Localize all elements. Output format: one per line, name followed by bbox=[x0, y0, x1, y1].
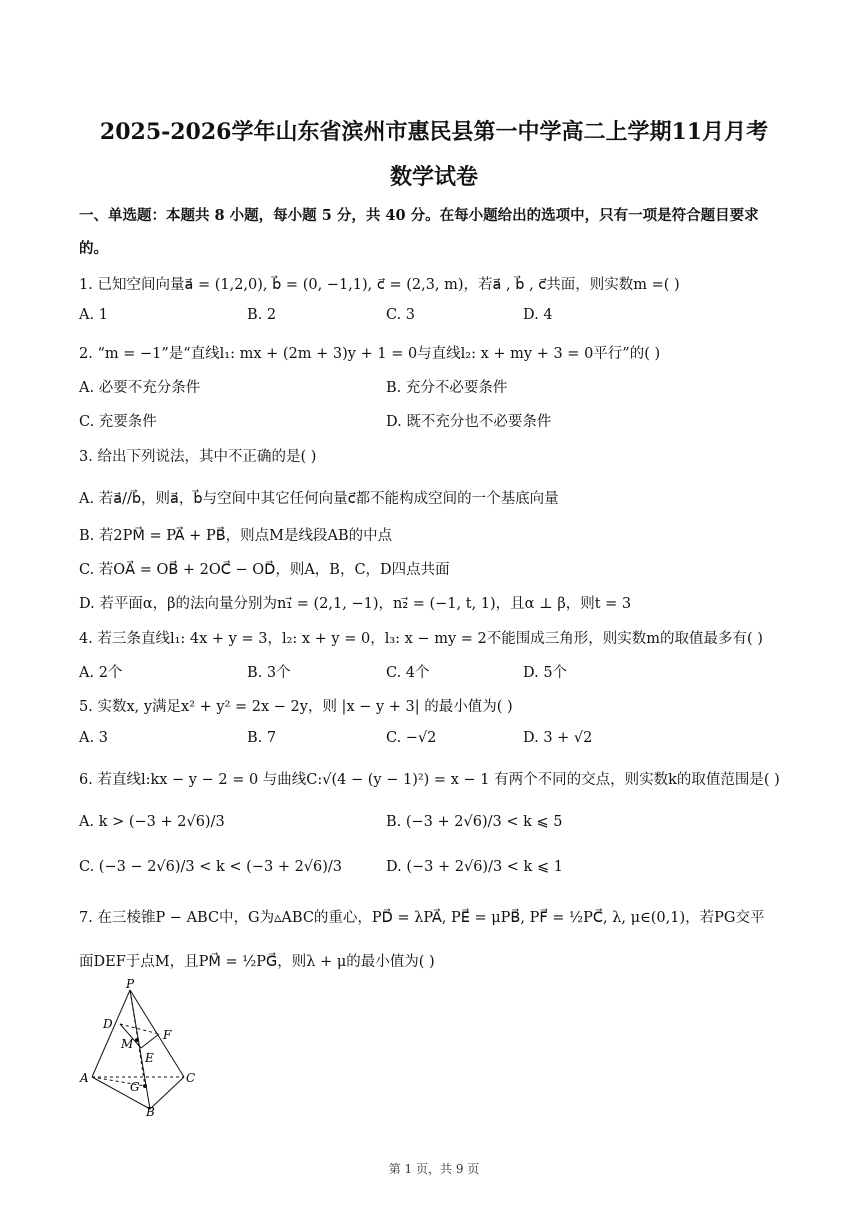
page-footer: 第 1 页，共 9 页 bbox=[388, 1162, 480, 1176]
label-g: G bbox=[130, 1080, 140, 1094]
section-header-cont: 的。 bbox=[79, 240, 108, 257]
question-1-stem: 1. 已知空间向量a⃗ = (1,2,0), b⃗ = (0, −1,1), c⃗ = (2,3, m)，若a⃗ , b⃗ , c⃗共面，则实数m =( ) bbox=[79, 277, 680, 293]
point-g bbox=[143, 1084, 147, 1088]
q5-option-b: B. 7 bbox=[247, 730, 277, 746]
edge-ab bbox=[92, 1077, 150, 1109]
q3-option-b: B. 若2PM⃗ = PA⃗ + PB⃗，则点M是线段AB的中点 bbox=[79, 528, 393, 544]
q1-option-d: D. 4 bbox=[523, 307, 553, 323]
q4-option-d: D. 5个 bbox=[523, 665, 568, 681]
q6-option-c: C. (−3 − 2√6)/3 < k < (−3 + 2√6)/3 bbox=[79, 859, 343, 875]
q2-option-c: C. 充要条件 bbox=[79, 414, 157, 430]
question-2-stem: 2. “m = −1”是“直线l₁: mx + (2m + 3)y + 1 = 0与直线l₂: x + my + 3 = 0平行”的( ) bbox=[79, 346, 661, 362]
q2-option-d: D. 既不充分也不必要条件 bbox=[386, 414, 552, 430]
question-4-stem: 4. 若三条直线l₁: 4x + y = 3，l₂: x + y = 0，l₃: x − my = 2不能围成三角形，则实数m的取值最多有( ) bbox=[79, 631, 763, 647]
q3-option-d: D. 若平面α，β的法向量分别为n₁⃗ = (2,1, −1)，n₂⃗ = (−1, t, 1)，且α ⊥ β，则t = 3 bbox=[79, 596, 632, 612]
q5-option-c: C. −√2 bbox=[386, 730, 437, 746]
page-subtitle: 数学试卷 bbox=[389, 164, 478, 190]
label-b: B bbox=[146, 1105, 155, 1118]
q4-option-a: A. 2个 bbox=[79, 665, 123, 681]
q6-option-a: A. k > (−3 + 2√6)/3 bbox=[79, 814, 225, 830]
segment-df bbox=[120, 1024, 159, 1034]
question-7-stem-cont: 面DEF于点M，且PM⃗ = ½PG⃗，则λ + μ的最小值为( ) bbox=[79, 954, 435, 970]
q5-option-a: A. 3 bbox=[79, 730, 108, 746]
label-p: P bbox=[126, 978, 135, 991]
question-3-stem: 3. 给出下列说法，其中不正确的是( ) bbox=[79, 449, 317, 465]
question-6-stem: 6. 若直线l:kx − y − 2 = 0 与曲线C:√(4 − (y − 1)²) = x − 1 有两个不同的交点，则实数k的取值范围是( ) bbox=[79, 772, 780, 788]
question-7-stem: 7. 在三棱锥P − ABC中，G为▵ABC的重心，PD⃗ = λPA⃗, PE⃗ = μPB⃗, PF⃗ = ½PC⃗, λ, μ∈(0,1)，若PG交平 bbox=[79, 910, 765, 926]
edge-pa bbox=[92, 990, 130, 1077]
label-e: E bbox=[145, 1051, 154, 1065]
page-title: 2025-2026学年山东省滨州市惠民县第一中学高二上学期11月月考 bbox=[99, 119, 769, 145]
q1-option-c: C. 3 bbox=[386, 307, 416, 323]
point-m bbox=[135, 1038, 139, 1042]
q4-option-b: B. 3个 bbox=[247, 665, 291, 681]
label-d: D bbox=[103, 1017, 113, 1031]
q3-option-a: A. 若a⃗//b⃗，则a⃗，b⃗与空间中其它任何向量c⃗都不能构成空间的一个基底向量 bbox=[79, 491, 559, 507]
q6-option-b: B. (−3 + 2√6)/3 < k ⩽ 5 bbox=[386, 814, 563, 830]
q2-option-b: B. 充分不必要条件 bbox=[386, 380, 508, 396]
question-5-stem: 5. 实数x, y满足x² + y² = 2x − 2y，则 |x − y + 3| 的最小值为( ) bbox=[79, 699, 513, 715]
segment-ef bbox=[141, 1034, 159, 1048]
label-c: C bbox=[186, 1071, 196, 1085]
q1-option-b: B. 2 bbox=[247, 307, 277, 323]
q1-option-a: A. 1 bbox=[79, 307, 108, 323]
label-m: M bbox=[121, 1037, 134, 1051]
q4-option-c: C. 4个 bbox=[386, 665, 430, 681]
edge-bc bbox=[150, 1077, 184, 1109]
label-f: F bbox=[163, 1028, 172, 1042]
tetrahedron-figure bbox=[75, 978, 205, 1118]
label-a: A bbox=[80, 1071, 89, 1085]
q5-option-d: D. 3 + √2 bbox=[523, 730, 593, 746]
section-header: 一、单选题：本题共 8 小题，每小题 5 分，共 40 分。在每小题给出的选项中，只有一项是符合题目要求 bbox=[79, 207, 759, 224]
q3-option-c: C. 若OA⃗ = OB⃗ + 2OC⃗ − OD⃗，则A，B，C，D四点共面 bbox=[79, 562, 450, 578]
q6-option-d: D. (−3 + 2√6)/3 < k ⩽ 1 bbox=[386, 859, 563, 875]
q2-option-a: A. 必要不充分条件 bbox=[79, 380, 201, 396]
